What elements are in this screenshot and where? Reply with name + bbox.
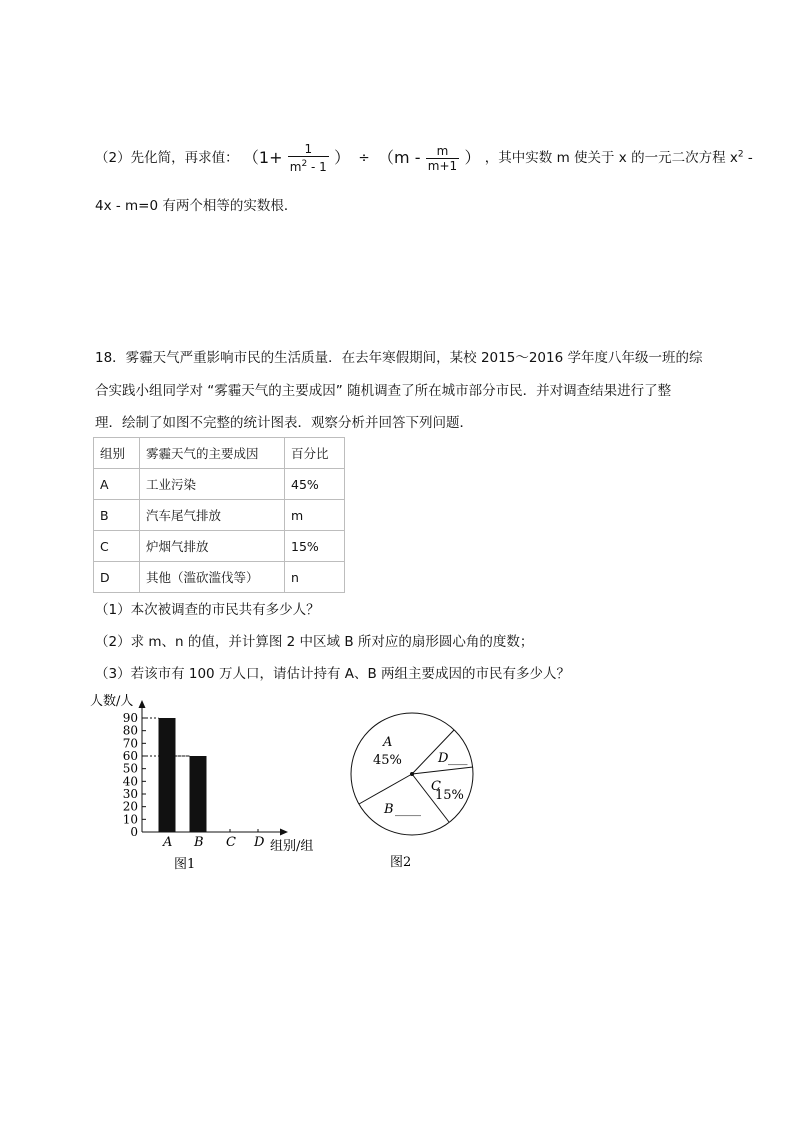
- fraction-2: [426, 144, 459, 173]
- table-cell: n: [285, 562, 345, 593]
- y-tick-label: 50: [122, 761, 138, 776]
- table-cell: 汽车尾气排放: [140, 500, 285, 531]
- bar-a: [159, 718, 176, 832]
- table-row: [94, 500, 345, 531]
- q18-line3: 理．绘制了如图不完整的统计图表．观察分析并回答下列问题．: [95, 415, 473, 431]
- q17-part2-line2: 4x - m=0 有两个相等的实数根．: [95, 198, 298, 214]
- table-cell: B: [94, 500, 140, 531]
- q18-sub3: （3）若该市有 100 万人口，请估计持有 A、B 两组主要成因的市民有多少人？: [95, 666, 571, 682]
- x-category-label: D: [254, 835, 265, 850]
- slice-value-b: ____: [395, 802, 421, 817]
- q18-line2: 合实践小组同学对 “雾霾天气的主要成因” 随机调查了所在城市部分市民．并对调查结果进行了整: [95, 383, 672, 399]
- table-cell: A: [94, 469, 140, 500]
- q17-part2-line1: [95, 142, 753, 174]
- y-tick-label: 40: [122, 774, 138, 789]
- q18-sub2: （2）求 m、n 的值，并计算图 2 中区域 B 所对应的扇形圆心角的度数；: [95, 634, 534, 650]
- q18-line1: 18．雾霾天气严重影响市民的生活质量．在去年寒假期间，某校 2015～2016 学年度八年级一班的综: [95, 350, 703, 366]
- fraction-2-denominator: m+1: [427, 158, 458, 173]
- expr-close-paren-2: ）: [464, 148, 481, 167]
- table-cell: 工业污染: [140, 469, 285, 500]
- x-category-label: C: [226, 835, 236, 850]
- x-category-label: A: [163, 835, 173, 850]
- pie-divider-d-c: [412, 767, 473, 774]
- bar-b: [190, 756, 207, 832]
- pie-divider-b-a: [359, 774, 412, 804]
- fraction-1-numerator: 1: [288, 142, 329, 157]
- slice-label-c: C: [431, 779, 441, 794]
- table-header-row: [94, 438, 345, 469]
- table-cell: 炉烟气排放: [140, 531, 285, 562]
- table-cell: C: [94, 531, 140, 562]
- figure1-caption: 图1: [174, 857, 196, 872]
- table-cell: 其他（滥砍滥伐等）: [140, 562, 285, 593]
- slice-label-d: D: [438, 751, 449, 766]
- y-tick-label: 60: [122, 749, 138, 763]
- x-axis-arrow: [280, 829, 288, 836]
- q18-sub1: （1）本次被调查的市民共有多少人？: [95, 602, 320, 618]
- expr-open-paren-2: （m -: [378, 148, 421, 167]
- table-row: [94, 562, 345, 593]
- table-cell: m: [285, 500, 345, 531]
- slice-label-a: A: [383, 735, 393, 750]
- y-axis-label: 人数/人: [90, 694, 134, 709]
- slice-label-b: B: [384, 802, 394, 817]
- slice-value-a: 45%: [373, 753, 402, 768]
- survey-table: [93, 437, 345, 593]
- x-category-label: B: [194, 835, 204, 850]
- q17-prefix: （2）先化简，再求值：: [95, 150, 239, 166]
- fraction-1-denominator: $m^2 - 1$: [289, 159, 327, 174]
- q17-suffix: ，其中实数 m 使关于 x 的一元二次方程 $x^2$ -: [484, 149, 753, 166]
- y-tick-label: 80: [122, 723, 138, 738]
- x-category-labels: [162, 835, 265, 850]
- divide-sign: ÷: [358, 150, 370, 166]
- y-tick-label: 70: [122, 736, 138, 751]
- table-cell: D: [94, 562, 140, 593]
- table-row: [94, 531, 345, 562]
- y-tick-label: 10: [122, 812, 138, 827]
- y-axis-arrow: [139, 700, 146, 708]
- table-header-cell: 雾霾天气的主要成因: [140, 438, 285, 469]
- bars: [142, 718, 258, 832]
- pie-center-dot: [410, 772, 414, 776]
- y-tick-label: 90: [122, 711, 138, 725]
- fraction-1: [288, 142, 329, 174]
- bar-chart-figure1: [90, 690, 350, 880]
- table-header-cell: 组别: [94, 438, 140, 469]
- expr-open-paren-1: （1+: [242, 148, 283, 167]
- table-cell: 45%: [285, 469, 345, 500]
- y-tick-label: 30: [122, 787, 138, 801]
- y-tick-label: 20: [122, 799, 138, 814]
- pie-chart-figure2: [340, 700, 520, 875]
- y-ticks: [123, 711, 146, 839]
- fraction-2-numerator: m: [426, 144, 459, 159]
- figure2-caption: 图2: [390, 855, 412, 870]
- slice-value-c: 15%: [435, 788, 464, 803]
- y-tick-label: 0: [130, 825, 138, 839]
- table-header-cell: 百分比: [285, 438, 345, 469]
- expr-close-paren-1: ）: [334, 148, 351, 167]
- table-cell: 15%: [285, 531, 345, 562]
- table-row: [94, 469, 345, 500]
- slice-value-d: ___: [448, 751, 468, 766]
- x-axis-label: 组别/组: [270, 839, 314, 854]
